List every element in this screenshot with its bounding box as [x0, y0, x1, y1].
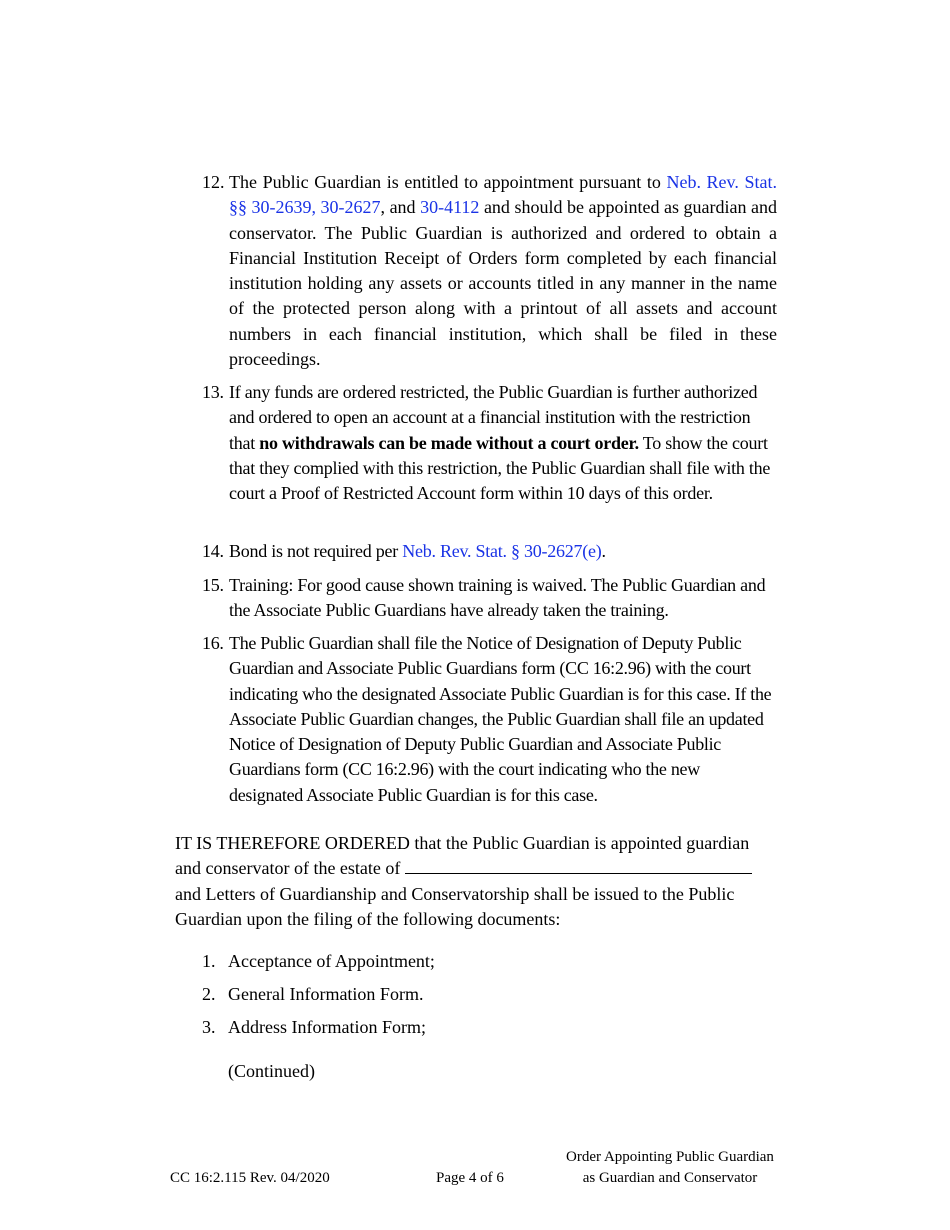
bold-restriction: no withdrawals can be made without a court order.	[259, 432, 639, 453]
estate-name-blank[interactable]	[405, 857, 752, 874]
item-number: 14.	[202, 541, 224, 561]
footer-title-line: Order Appointing Public Guardian	[566, 1149, 774, 1165]
item-number: 3.	[202, 1017, 216, 1037]
footer-form-id: CC 16:2.115 Rev. 04/2020	[170, 1170, 330, 1186]
statute-link[interactable]: 30-4112	[420, 197, 480, 218]
list-item-12	[202, 170, 777, 372]
document-label: Acceptance of Appointment;	[228, 951, 435, 971]
document-label: Address Information Form;	[228, 1017, 426, 1037]
list-item-14	[202, 539, 777, 564]
footer-title-line: as Guardian and Conservator	[582, 1170, 758, 1186]
document-item-1	[202, 949, 435, 974]
item-number: 1.	[202, 951, 216, 971]
item-number: 12.	[202, 172, 225, 192]
item-text: The Public Guardian shall file the Notice of Designation of Deputy Public Guardian and Associate Public Guardians form (CC 16:2.96) with the court indicating who the designated Associate Public Guardian is for this case. If the Associate Public Guardian changes, the Public Guardian shall file an updated Notice of Designation of Deputy Public Guardian and Associate Public Guardians form (CC 16:2.96) with the court indicating who the new designated Associate Public Guardian is for this case.	[229, 633, 772, 805]
item-text	[229, 170, 777, 372]
statute-link[interactable]: Neb. Rev. Stat. §§ 30-2639, 30-2627	[229, 172, 777, 218]
text-span: The Public Guardian is entitled to appointment pursuant to	[229, 172, 667, 192]
footer-title	[560, 1147, 780, 1189]
item-number: 15.	[202, 575, 224, 595]
list-item-13	[202, 380, 777, 506]
item-number: 16.	[202, 633, 224, 653]
order-paragraph	[175, 831, 775, 932]
order-text: IT IS THEREFORE ORDERED that the Public Guardian is appointed guardian and conservator of the estate of	[175, 833, 750, 879]
text-span: , and	[380, 197, 421, 218]
text-span: If any funds are ordered restricted, the Public Guardian is further authorized and ordered to open an account at a financial institution with the restriction that	[229, 382, 758, 453]
text-span: To show the court that they complied with this restriction, the Public Guardian shall file with the court a Proof of Restricted Account form within 10 days of this order.	[229, 432, 771, 504]
continued-note: (Continued)	[228, 1061, 315, 1081]
list-item-15	[202, 573, 777, 624]
text-span: Bond is not required per	[229, 541, 403, 561]
footer-page-number: Page 4 of 6	[436, 1170, 504, 1186]
item-text: Training: For good cause shown training is waived. The Public Guardian and the Associate Public Guardians have already taken the training.	[229, 575, 766, 621]
document-item-2	[202, 982, 423, 1007]
order-text: and Letters of Guardianship and Conservatorship shall be issued to the Public Guardian upon the filing of the following documents:	[175, 883, 735, 929]
list-item-16	[202, 631, 777, 808]
document-item-3	[202, 1015, 426, 1040]
item-number: 2.	[202, 984, 216, 1004]
document-label: General Information Form.	[228, 984, 424, 1004]
item-text	[229, 380, 777, 506]
text-span: and should be appointed as guardian and conservator. The Public Guardian is authorized and ordered to obtain a Financial Institution Receipt of Orders form completed by each financial institution holding any assets or accounts titled in any manner in the name of the protected person along with a printout of all assets and account numbers in each financial institution, which shall be filed in these proceedings.	[229, 197, 778, 370]
item-number: 13.	[202, 382, 224, 402]
statute-link[interactable]: Neb. Rev. Stat. § 30-2627(e)	[402, 541, 602, 561]
item-text	[229, 539, 777, 564]
text-span: .	[601, 541, 606, 561]
